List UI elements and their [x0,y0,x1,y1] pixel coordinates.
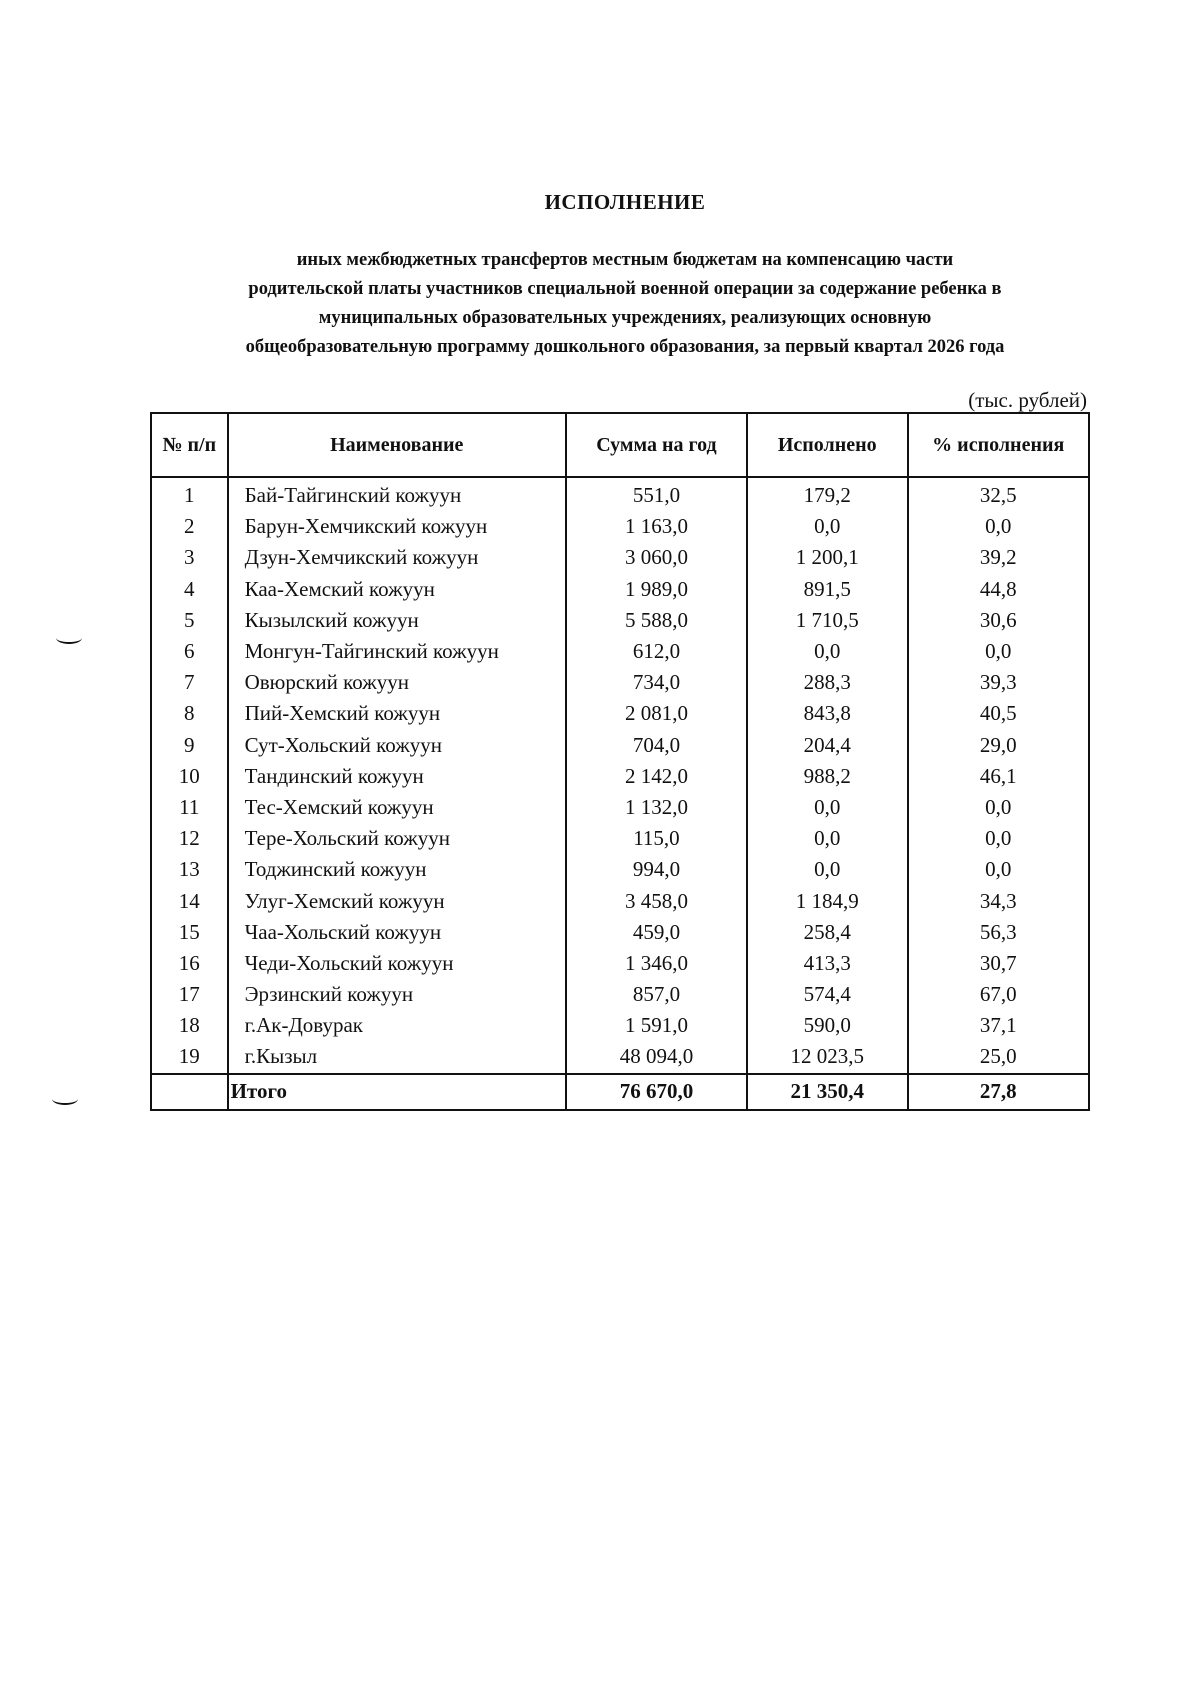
table-row [151,542,1089,573]
row-percent: 46,1 [908,761,1089,792]
report-table [150,412,1090,1111]
row-name: Эрзинский кожуун [228,979,566,1010]
row-percent: 30,6 [908,605,1089,636]
row-name: Чаа-Хольский кожуун [228,917,566,948]
row-executed: 988,2 [747,761,908,792]
table-row [151,979,1089,1010]
row-percent: 34,3 [908,885,1089,916]
row-percent: 67,0 [908,979,1089,1010]
row-percent: 56,3 [908,917,1089,948]
row-percent: 0,0 [908,854,1089,885]
row-percent: 0,0 [908,511,1089,542]
row-executed: 1 710,5 [747,605,908,636]
document-subtitle [160,246,1090,362]
row-percent: 37,1 [908,1010,1089,1041]
table-row [151,605,1089,636]
row-executed: 574,4 [747,979,908,1010]
row-name: Тере-Хольский кожуун [228,823,566,854]
row-number: 2 [151,511,228,542]
table-total-row [151,1074,1089,1110]
table-row [151,730,1089,761]
row-annual-sum: 2 142,0 [566,761,747,792]
table-row [151,1041,1089,1073]
row-annual-sum: 5 588,0 [566,605,747,636]
row-annual-sum: 1 989,0 [566,574,747,605]
row-name: г.Кызыл [228,1041,566,1073]
row-executed: 0,0 [747,854,908,885]
total-executed: 21 350,4 [747,1074,908,1110]
row-number: 1 [151,477,228,511]
row-name: Бай-Тайгинский кожуун [228,477,566,511]
row-executed: 413,3 [747,948,908,979]
row-annual-sum: 994,0 [566,854,747,885]
document-title: ИСПОЛНЕНИЕ [544,190,706,214]
row-number: 18 [151,1010,228,1041]
row-annual-sum: 1 591,0 [566,1010,747,1041]
row-name: Монгун-Тайгинский кожуун [228,636,566,667]
row-executed: 1 200,1 [747,542,908,573]
row-number: 11 [151,792,228,823]
row-number: 10 [151,761,228,792]
row-annual-sum: 551,0 [566,477,747,511]
table-row [151,761,1089,792]
row-name: Пий-Хемский кожуун [228,698,566,729]
row-executed: 1 184,9 [747,885,908,916]
table-row [151,698,1089,729]
row-annual-sum: 1 132,0 [566,792,747,823]
row-name: Сут-Хольский кожуун [228,730,566,761]
row-executed: 258,4 [747,917,908,948]
table-row [151,574,1089,605]
row-annual-sum: 48 094,0 [566,1041,747,1073]
total-name: Итого [228,1074,566,1110]
row-annual-sum: 1 346,0 [566,948,747,979]
row-annual-sum: 612,0 [566,636,747,667]
row-annual-sum: 734,0 [566,667,747,698]
row-number: 5 [151,605,228,636]
table-row [151,636,1089,667]
header-executed: Исполнено [747,413,908,477]
table-row [151,948,1089,979]
row-percent: 0,0 [908,823,1089,854]
row-number: 16 [151,948,228,979]
table-row [151,511,1089,542]
subtitle-line: муниципальных образовательных учреждениях, реализующих основную [318,308,932,328]
row-percent: 40,5 [908,698,1089,729]
row-number: 4 [151,574,228,605]
row-annual-sum: 1 163,0 [566,511,747,542]
row-name: Дзун-Хемчикский кожуун [228,542,566,573]
row-name: г.Ак-Довурак [228,1010,566,1041]
units-label: (тыс. рублей) [968,388,1087,412]
row-number: 14 [151,885,228,916]
table-row [151,792,1089,823]
row-number: 13 [151,854,228,885]
row-annual-sum: 115,0 [566,823,747,854]
row-percent: 25,0 [908,1041,1089,1073]
table-row [151,917,1089,948]
row-name: Чеди-Хольский кожуун [228,948,566,979]
row-executed: 0,0 [747,792,908,823]
table-body [151,477,1089,1110]
row-percent: 39,2 [908,542,1089,573]
table-header-row [151,413,1089,477]
row-percent: 0,0 [908,792,1089,823]
row-executed: 288,3 [747,667,908,698]
table-row [151,1010,1089,1041]
subtitle-line: родительской платы участников специальной военной операции за содержание ребенка в [248,279,1002,299]
table-row [151,477,1089,511]
row-percent: 30,7 [908,948,1089,979]
row-percent: 0,0 [908,636,1089,667]
row-executed: 843,8 [747,698,908,729]
row-executed: 0,0 [747,511,908,542]
scan-margin-mark [56,632,82,644]
table-row [151,885,1089,916]
row-executed: 179,2 [747,477,908,511]
row-number: 6 [151,636,228,667]
row-number: 7 [151,667,228,698]
row-name: Улуг-Хемский кожуун [228,885,566,916]
subtitle-line: общеобразовательную программу дошкольного образования, за первый квартал 2026 года [245,337,1005,357]
row-number: 9 [151,730,228,761]
row-executed: 12 023,5 [747,1041,908,1073]
scan-margin-mark [52,1093,78,1105]
row-annual-sum: 704,0 [566,730,747,761]
row-number: 19 [151,1041,228,1073]
total-number [151,1074,228,1110]
row-number: 17 [151,979,228,1010]
row-name: Тандинский кожуун [228,761,566,792]
row-name: Овюрский кожуун [228,667,566,698]
header-percent: % исполнения [908,413,1089,477]
row-number: 12 [151,823,228,854]
row-name: Каа-Хемский кожуун [228,574,566,605]
row-executed: 891,5 [747,574,908,605]
total-percent: 27,8 [908,1074,1089,1110]
header-name: Наименование [228,413,566,477]
row-number: 3 [151,542,228,573]
row-percent: 44,8 [908,574,1089,605]
row-percent: 39,3 [908,667,1089,698]
header-number: № п/п [151,413,228,477]
header-annual-sum: Сумма на год [566,413,747,477]
row-number: 8 [151,698,228,729]
subtitle-line: иных межбюджетных трансфертов местным бюджетам на компенсацию части [296,250,954,270]
table-row [151,854,1089,885]
table-row [151,667,1089,698]
row-annual-sum: 857,0 [566,979,747,1010]
row-annual-sum: 459,0 [566,917,747,948]
row-name: Тоджинский кожуун [228,854,566,885]
row-name: Кызылский кожуун [228,605,566,636]
total-annual-sum: 76 670,0 [566,1074,747,1110]
row-number: 15 [151,917,228,948]
row-executed: 590,0 [747,1010,908,1041]
row-executed: 0,0 [747,823,908,854]
row-percent: 32,5 [908,477,1089,511]
row-annual-sum: 3 060,0 [566,542,747,573]
table-row [151,823,1089,854]
row-executed: 0,0 [747,636,908,667]
row-name: Барун-Хемчикский кожуун [228,511,566,542]
row-name: Тес-Хемский кожуун [228,792,566,823]
row-annual-sum: 3 458,0 [566,885,747,916]
row-percent: 29,0 [908,730,1089,761]
row-annual-sum: 2 081,0 [566,698,747,729]
row-executed: 204,4 [747,730,908,761]
